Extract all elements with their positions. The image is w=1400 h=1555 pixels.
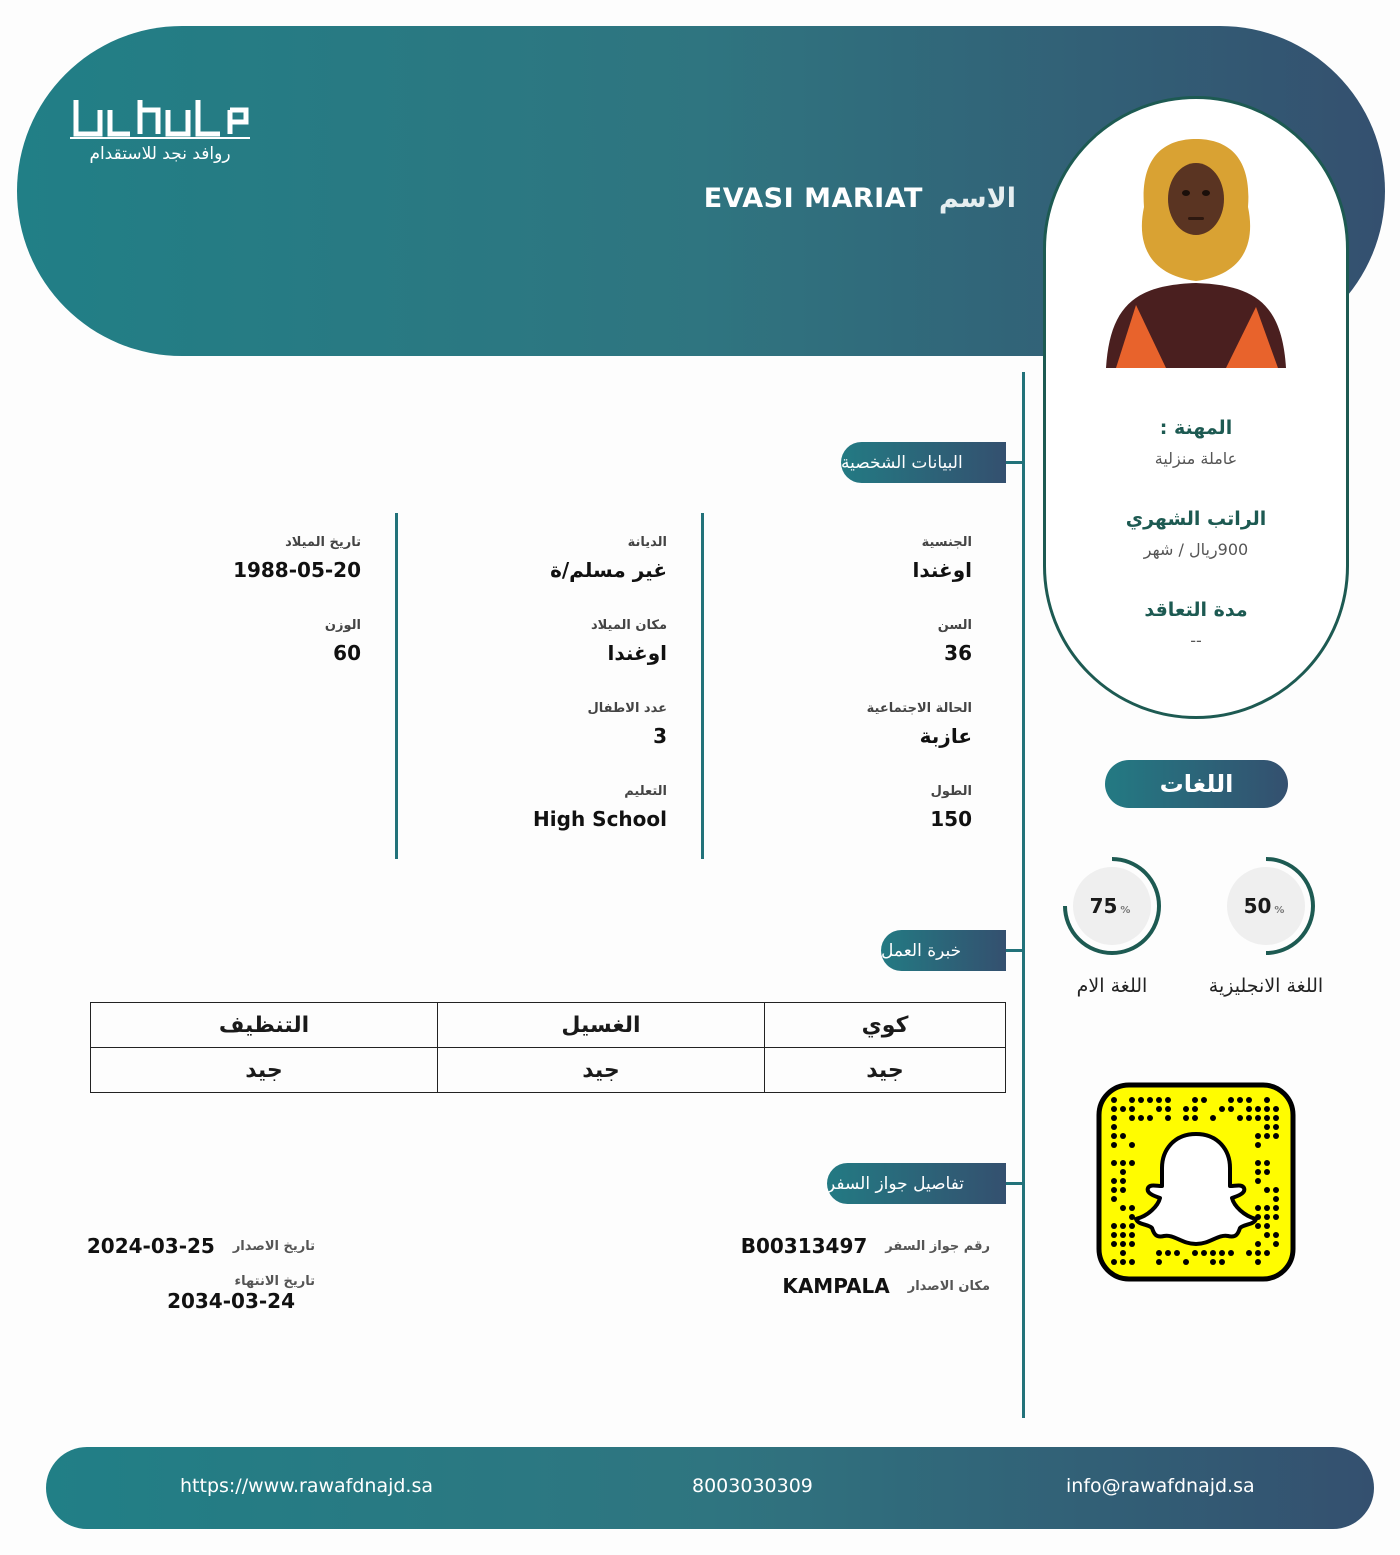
- passport-expiry-label: تاريخ الانتهاء: [234, 1274, 315, 1289]
- field-children: [407, 701, 667, 748]
- section-passport-title: تفاصيل جواز السفر: [827, 1163, 1006, 1204]
- children-label: عدد الاطفال: [587, 701, 667, 716]
- skill-header: التنظيف: [91, 1003, 438, 1048]
- birthdate-label: تاريخ الميلاد: [285, 535, 361, 550]
- brand-logo: [70, 96, 250, 176]
- passport-place-label: مكان الاصدار: [907, 1278, 990, 1294]
- children-value: 3: [653, 724, 667, 748]
- religion-value: غير مسلم/ة: [550, 558, 667, 582]
- skill-header: الغسيل: [438, 1003, 765, 1048]
- religion-label: الديانة: [627, 535, 667, 550]
- education-label: التعليم: [624, 784, 667, 799]
- field-birthplace: [407, 618, 667, 665]
- native-percent: 75: [1089, 894, 1118, 918]
- marital-label: الحالة الاجتماعية: [866, 701, 972, 716]
- field-birthdate: [101, 535, 361, 582]
- profession-label: المهنة :: [1159, 417, 1233, 439]
- nationality-label: الجنسية: [921, 535, 972, 550]
- section-tick: [1006, 461, 1024, 464]
- native-percent-unit: %: [1120, 905, 1131, 916]
- snapcode-qr[interactable]: [1096, 1082, 1296, 1282]
- candidate-name: EVASI MARIAT: [703, 182, 923, 214]
- languages-title: اللغات: [1105, 760, 1288, 808]
- candidate-name-label: الاسم: [938, 182, 1016, 214]
- salary-label: الراتب الشهري: [1125, 508, 1267, 530]
- passport-expiry-row: [155, 1274, 315, 1313]
- profession-block: [1046, 417, 1346, 468]
- english-language-label: اللغة الانجليزية: [1208, 975, 1324, 997]
- weight-value: 60: [333, 641, 361, 665]
- contract-block: [1046, 599, 1346, 650]
- passport-issue-value: 2024-03-25: [86, 1234, 215, 1258]
- marital-value: عازبة: [919, 724, 972, 748]
- table-header-row: [91, 1003, 1006, 1048]
- logo-text: روافد نجد للاستقدام: [89, 144, 231, 164]
- passport-place-value: KAMPALA: [782, 1274, 890, 1298]
- section-tick: [1006, 949, 1024, 952]
- field-age: [712, 618, 972, 665]
- skill-level: جيد: [438, 1048, 765, 1093]
- footer-bar: [46, 1447, 1374, 1529]
- table-row: [91, 1048, 1006, 1093]
- language-gauge-english: [1216, 856, 1316, 956]
- footer-website-link[interactable]: https://www.rawafdnajd.sa: [180, 1475, 434, 1497]
- native-language-label: اللغة الام: [1076, 975, 1148, 997]
- column-divider: [701, 513, 704, 859]
- field-religion: [407, 535, 667, 582]
- footer-email-link[interactable]: info@rawafdnajd.sa: [1066, 1475, 1255, 1497]
- skills-table: [90, 1002, 1006, 1093]
- height-value: 150: [930, 807, 972, 831]
- nationality-value: اوغندا: [912, 558, 972, 582]
- footer-phone[interactable]: 8003030309: [692, 1475, 813, 1497]
- age-label: السن: [937, 618, 972, 633]
- section-tick: [1006, 1182, 1024, 1185]
- field-weight: [101, 618, 361, 665]
- passport-issue-label: تاريخ الاصدار: [232, 1238, 315, 1254]
- salary-block: [1046, 508, 1346, 559]
- contract-value: --: [1190, 631, 1202, 650]
- section-personal-title: البيانات الشخصية: [841, 442, 1006, 483]
- logo-mark-icon: [70, 96, 250, 140]
- timeline-line: [1022, 372, 1025, 1418]
- section-experience-title: خبرة العمل: [881, 930, 1006, 971]
- language-gauge-native: [1062, 856, 1162, 956]
- candidate-name-row: [704, 178, 1016, 218]
- weight-label: الوزن: [324, 618, 361, 633]
- field-nationality: [712, 535, 972, 582]
- contract-label: مدة التعاقد: [1144, 599, 1248, 621]
- profile-card: [1043, 96, 1349, 719]
- skill-header: كوي: [765, 1003, 1006, 1048]
- passport-issue-row: [87, 1234, 315, 1258]
- profession-value: عاملة منزلية: [1154, 449, 1238, 468]
- birthdate-value: 1988-05-20: [233, 558, 361, 582]
- passport-number-row: [741, 1234, 990, 1258]
- birthplace-value: اوغندا: [607, 641, 667, 665]
- passport-number-value: B00313497: [740, 1234, 868, 1258]
- skill-level: جيد: [765, 1048, 1006, 1093]
- education-value: High School: [533, 807, 667, 831]
- column-divider: [395, 513, 398, 859]
- english-percent-unit: %: [1274, 905, 1285, 916]
- skill-level: جيد: [91, 1048, 438, 1093]
- field-education: [407, 784, 667, 831]
- salary-value: 900ريال / شهر: [1143, 540, 1249, 559]
- english-percent: 50: [1243, 894, 1272, 918]
- field-height: [712, 784, 972, 831]
- candidate-photo: [1096, 135, 1296, 368]
- field-marital: [712, 701, 972, 748]
- passport-number-label: رقم جواز السفر: [885, 1238, 990, 1254]
- birthplace-label: مكان الميلاد: [590, 618, 667, 633]
- passport-expiry-value: 2034-03-24: [167, 1289, 295, 1313]
- height-label: الطول: [930, 784, 972, 799]
- age-value: 36: [944, 641, 972, 665]
- passport-place-row: [782, 1274, 990, 1298]
